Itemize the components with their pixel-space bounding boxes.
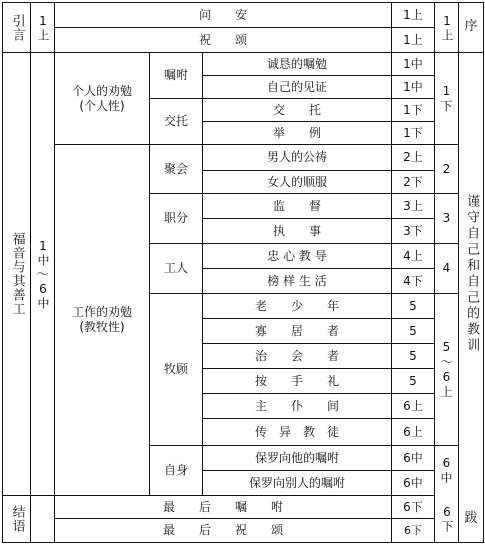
- summary-ref-part5-start: 5: [442, 339, 451, 354]
- subsection-personal-title: 个人的劝勉: [71, 83, 132, 98]
- subsection-pastoral-title: 工作的劝勉: [71, 305, 132, 319]
- summary-ref-part1-chapter: 1: [442, 83, 451, 98]
- subsection-pastoral: [55, 145, 149, 495]
- chapter-body-end: 6中: [36, 281, 50, 310]
- row-title: 举 例: [272, 125, 321, 140]
- section-intro-label: 引言: [9, 13, 25, 42]
- group-self: 自身: [163, 463, 188, 477]
- subsection-pastoral-note: (教牧性): [79, 320, 125, 334]
- row-title: 自己的见证: [266, 79, 327, 94]
- row-title: 老 少 年: [254, 298, 339, 313]
- row-title: 交 托: [272, 102, 321, 117]
- chapter-intro-ref: 1上: [36, 13, 50, 42]
- summary-ref-part5-tilde: 〜: [440, 354, 453, 369]
- table-border-bottom: [2, 542, 484, 543]
- row-ref: 5: [409, 298, 417, 313]
- table-border-right: [483, 2, 484, 543]
- row-title: 传 异 教 徒: [254, 424, 339, 439]
- row-ref: 4下: [403, 273, 423, 288]
- group-exhort: 嘱咐: [163, 68, 188, 82]
- summary-ref-part5-section: 上: [440, 384, 453, 399]
- group-office: 职分: [163, 211, 188, 225]
- row-ref: 6上: [403, 398, 423, 413]
- summary-ref-part6: [435, 446, 458, 495]
- intro-title: 问 安: [198, 7, 247, 22]
- summary-ref-part2: 2: [442, 161, 451, 176]
- conclusion-title: 最 后 嘱 咐: [162, 499, 283, 514]
- row-ref: 1中: [403, 56, 423, 71]
- intro-title: 祝 颂: [198, 32, 247, 47]
- row-title: 男人的公祷: [266, 150, 327, 164]
- section-conclusion-label: 结语: [9, 505, 25, 533]
- row-title: 榜 样 生 活: [267, 273, 327, 288]
- summary-ref-part3: 3: [442, 211, 451, 225]
- row-ref: 4上: [403, 248, 423, 263]
- row-ref: 2下: [403, 174, 423, 189]
- theme-label: 谨守自己和自己的教训: [464, 194, 480, 354]
- summary-ref-conclusion: 6下: [440, 505, 454, 533]
- summary-ref-part4: 4: [442, 261, 451, 275]
- subsection-personal-note: (个人性): [79, 98, 125, 113]
- row-title: 主 仆 间: [254, 398, 339, 413]
- conclusion-ref: 6下: [403, 499, 423, 514]
- row-title: 寡 居 者: [254, 323, 339, 338]
- conclusion-title: 最 后 祝 颂: [162, 523, 283, 537]
- group-pastoral-care: 牧顾: [163, 362, 188, 376]
- summary-ref-part5: [435, 294, 458, 445]
- row-title: 按 手 礼: [254, 373, 339, 388]
- summary-ref-intro: 1上: [440, 13, 454, 42]
- row-ref: 1下: [403, 102, 423, 117]
- row-title: 女人的顺服: [266, 174, 327, 189]
- row-ref: 1下: [403, 125, 423, 140]
- row-title: 忠 心 教 导: [267, 248, 327, 263]
- preface-label: 序: [464, 19, 478, 35]
- row-ref: 1中: [403, 79, 423, 94]
- summary-ref-part1: [435, 53, 458, 144]
- chapter-body-tilde: 〜: [36, 266, 49, 281]
- summary-ref-part5-end: 6: [442, 369, 451, 384]
- postscript-label: 跋: [464, 510, 478, 526]
- row-ref: 3下: [403, 223, 423, 238]
- chapter-body-ref: [31, 53, 54, 495]
- conclusion-ref: 6下: [404, 523, 422, 537]
- summary-ref-part6-section: 中: [440, 470, 453, 485]
- intro-ref: 1上: [403, 7, 423, 22]
- row-ref: 6中: [403, 450, 423, 465]
- row-title: 监 督: [272, 198, 321, 213]
- summary-ref-part6-chapter: 6: [442, 455, 451, 470]
- group-gather: 聚会: [163, 161, 188, 176]
- row-title: 保罗向他的嘱咐: [254, 450, 339, 465]
- row-ref: 6中: [403, 475, 423, 490]
- chapter-body-start: 1中: [36, 238, 50, 267]
- row-title: 保罗向别人的嘱咐: [248, 475, 345, 490]
- row-ref: 3上: [403, 198, 423, 213]
- group-worker: 工人: [163, 261, 188, 275]
- summary-ref-part1-section: 下: [440, 98, 453, 113]
- row-ref: 2上: [403, 150, 423, 164]
- subsection-personal: [55, 53, 149, 144]
- row-title: 治 会 者: [254, 348, 339, 363]
- row-title: 执 事: [272, 223, 321, 238]
- row-ref: 5: [409, 373, 417, 388]
- row-ref: 6上: [403, 424, 423, 439]
- intro-ref: 1上: [403, 32, 423, 47]
- group-commit: 交托: [163, 114, 188, 128]
- row-title: 诚恳的嘱勉: [266, 56, 327, 71]
- row-ref: 5: [409, 348, 417, 363]
- section-body-label: 福音与其善工: [9, 232, 25, 316]
- row-ref: 5: [409, 323, 417, 338]
